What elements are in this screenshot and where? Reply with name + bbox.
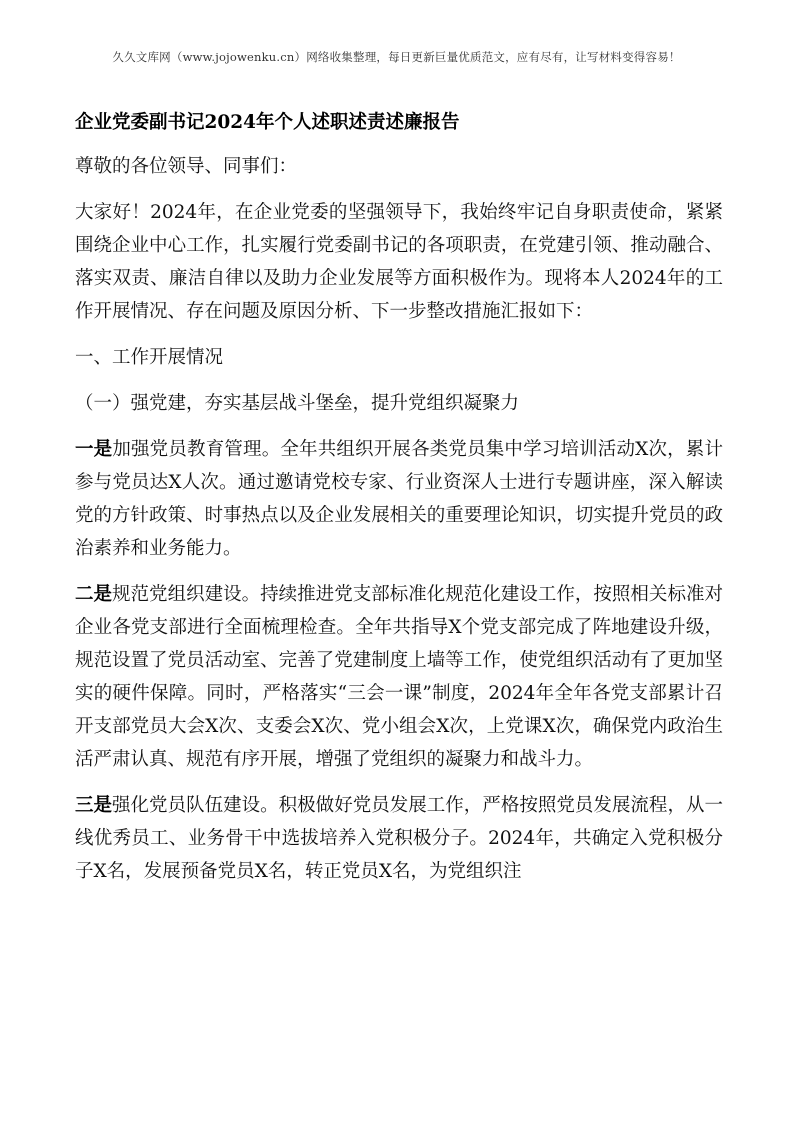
item-text: 规范党组织建设。持续推进党支部标准化规范化建设工作，按照相关标准对企业各党支部进行全面梳理检查。全年共指导X个党支部完成了阵地建设升级，规范设置了党员活动室、完善了党建制度上墙等工作，使党组织活动有了更加坚实的硬件保障。同时，严格落实“三会一课”制度，2024年全年各党支部累计召开支部党员大会X次、支委会X次、党小组会X次，上党课X次，确保党内政治生活严肃认真、规范有序开展，增强了党组织的凝聚力和战斗力。: [75, 584, 723, 770]
item-lead: 三是: [75, 795, 113, 816]
site-banner: 久久文库网（www.jojowenku.cn）网络收集整理，每日更新巨量优质范文，应有尽有，让写材料变得容易！: [112, 50, 681, 64]
document-body: [75, 150, 723, 901]
document-title: 企业党委副书记2024年个人述职述责述廉报告: [75, 112, 460, 133]
item-paragraph-3: [75, 789, 723, 888]
intro-paragraph: 大家好！2024年，在企业党委的坚强领导下，我始终牢记自身职责使命，紧紧围绕企业中心工作，扎实履行党委副书记的各项职责，在党建引领、推动融合、落实双责、廉洁自律以及助力企业发展等方面积极作为。现将本人2024年的工作开展情况、存在问题及原因分析、下一步整改措施汇报如下：: [75, 202, 723, 322]
salutation: 尊敬的各位领导、同事们：: [75, 156, 298, 177]
item-text: 加强党员教育管理。全年共组织开展各类党员集中学习培训活动X次，累计参与党员达X人次。通过邀请党校专家、行业资深人士进行专题讲座，深入解读党的方针政策、时事热点以及企业发展相关的重要理论知识，切实提升党员的政治素养和业务能力。: [75, 439, 723, 559]
item-lead: 二是: [75, 584, 113, 605]
item-paragraph-2: [75, 578, 723, 776]
item-lead: 一是: [75, 439, 113, 460]
subsection-heading: （一）强党建，夯实基层战斗堡垒，提升党组织凝聚力: [75, 393, 520, 414]
section-heading: 一、工作开展情况: [75, 347, 224, 368]
item-text: 强化党员队伍建设。积极做好党员发展工作，严格按照党员发展流程，从一线优秀员工、业务骨干中选拔培养入党积极分子。2024年，共确定入党积极分子X名，发展预备党员X名，转正党员X名，为党组织注: [75, 795, 723, 882]
item-paragraph-1: [75, 433, 723, 565]
